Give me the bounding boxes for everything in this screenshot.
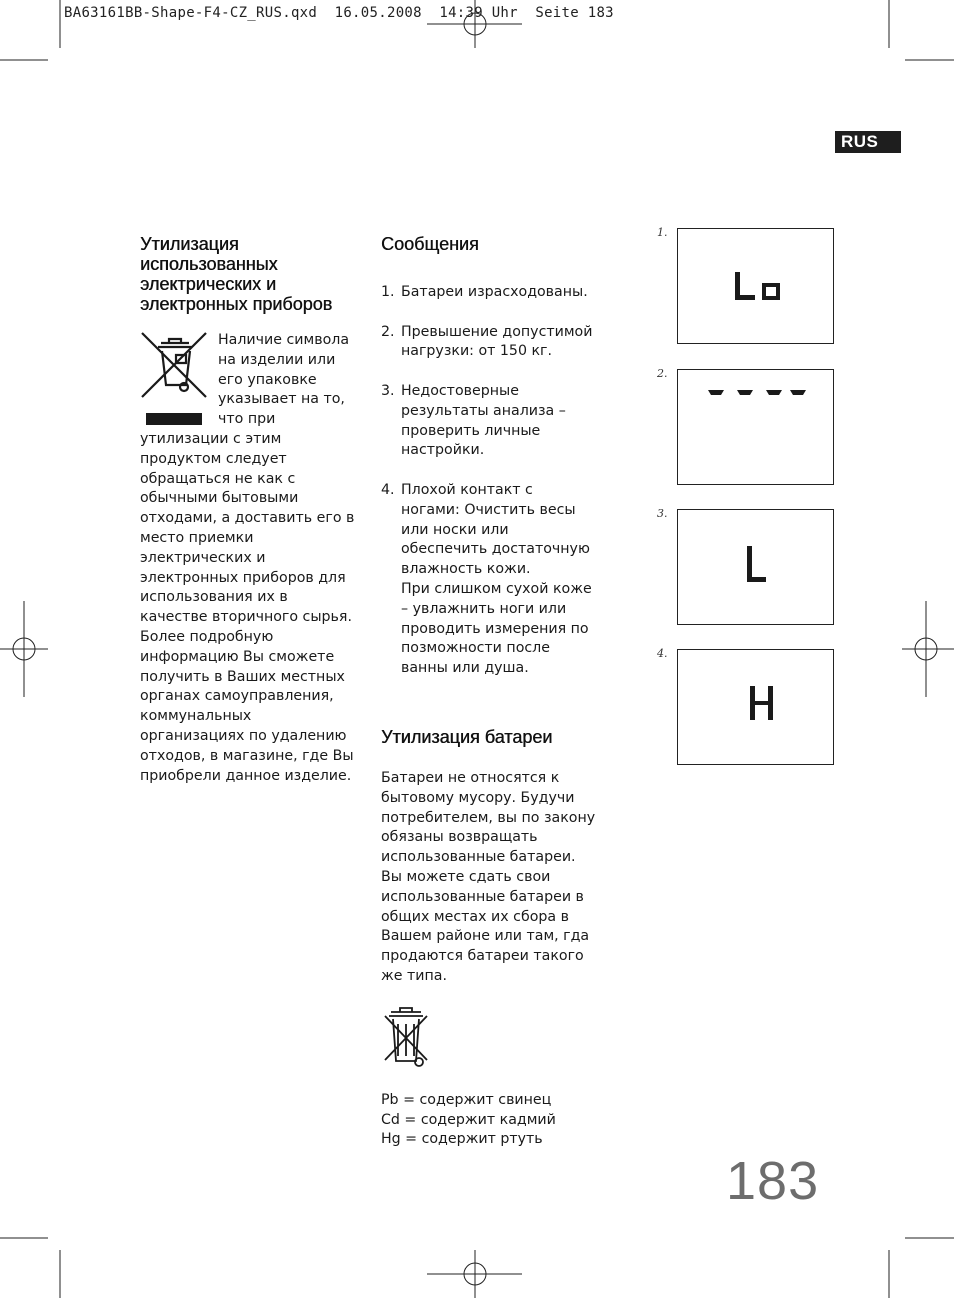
list-item-text-continued: При слишком сухой коже – увлажнить ноги или проводить измерения по позможности после ванны или душа. [401,580,592,677]
crossed-out-battery-bin-icon [381,1004,431,1070]
list-item [381,323,596,363]
language-tab: RUS [835,131,901,153]
messages-heading: Сообщения [381,234,479,254]
display-l [677,509,834,625]
display-dashes [677,369,834,485]
registration-mark-left [0,601,48,697]
battery-chemicals-list [381,1091,596,1150]
registration-mark-right [902,601,954,697]
messages-list [381,283,596,679]
lcd-segments-dashes [678,370,833,484]
list-item [381,481,596,679]
list-item-text: Превышение допустимой нагрузки: от 150 кг. [401,323,593,360]
disposal-electronics-body [140,331,355,786]
print-slug: BA63161BB-Shape-F4-CZ_RUS.qxd 16.05.2008 14:39 Uhr Seite 183 [64,5,614,21]
list-item [381,283,596,303]
lcd-segments-l [678,510,833,624]
messages-section [381,234,596,1150]
battery-disposal-text: Батареи не относятся к бытовому мусору. Будучи потребителем, вы по закону обязаны возвращать использованные батареи. Вы можете сдать свои использованные батареи в общих местах их сбора в Вашем районе или там, гда продаются батареи такого же типа. [381,769,596,984]
display-label: 2. [657,367,668,380]
list-item-number: 2. [381,323,395,340]
list-item-text: Плохой контакт с ногами: Очистить весы или носки или обеспечить достаточную влажность кожи. [401,481,590,578]
disposal-electronics-heading: Утилизация использованных электрических и электронных приборов [140,234,333,314]
chemical-item: Cd = содержит кадмий [381,1111,556,1128]
registration-mark-top [427,0,522,48]
battery-disposal-heading: Утилизация батареи [381,726,553,747]
list-item-text: Батареи израсходованы. [401,284,588,300]
list-item-number: 4. [381,481,395,498]
crossed-out-wheelie-bin-icon [140,331,208,427]
disposal-electronics-section [140,234,355,786]
registration-mark-bottom [427,1250,522,1298]
chemical-item: Hg = содержит ртуть [381,1131,543,1148]
list-item [381,382,596,461]
display-label: 1. [657,226,668,239]
display-label: 3. [657,507,668,520]
lcd-segments-h [678,650,833,764]
list-item-number: 3. [381,382,395,399]
lcd-segments-lo [678,229,833,343]
disposal-electronics-text: Наличие символа на изделии или его упаковке указывает на то, что при утилизации с этим продуктом следует обращаться не как с обычными бытовыми отходами, а доставить его в место приемки электрических и электронных приборов для использования их в качестве вторичного сырья. Более подробную информацию Вы сможете получить в Ваших местных органах самоуправления, коммунальных организациях по удалению отходов, в магазине, где Вы приобрели данное изделие. [140,332,355,784]
page-number: 183 [726,1151,820,1211]
chemical-item: Pb = содержит свинец [381,1091,552,1108]
list-item-text: Недостоверные результаты анализа – проверить личные настройки. [401,382,566,459]
display-h [677,649,834,765]
list-item-number: 1. [381,284,395,300]
display-label: 4. [657,647,668,660]
display-lo [677,228,834,344]
